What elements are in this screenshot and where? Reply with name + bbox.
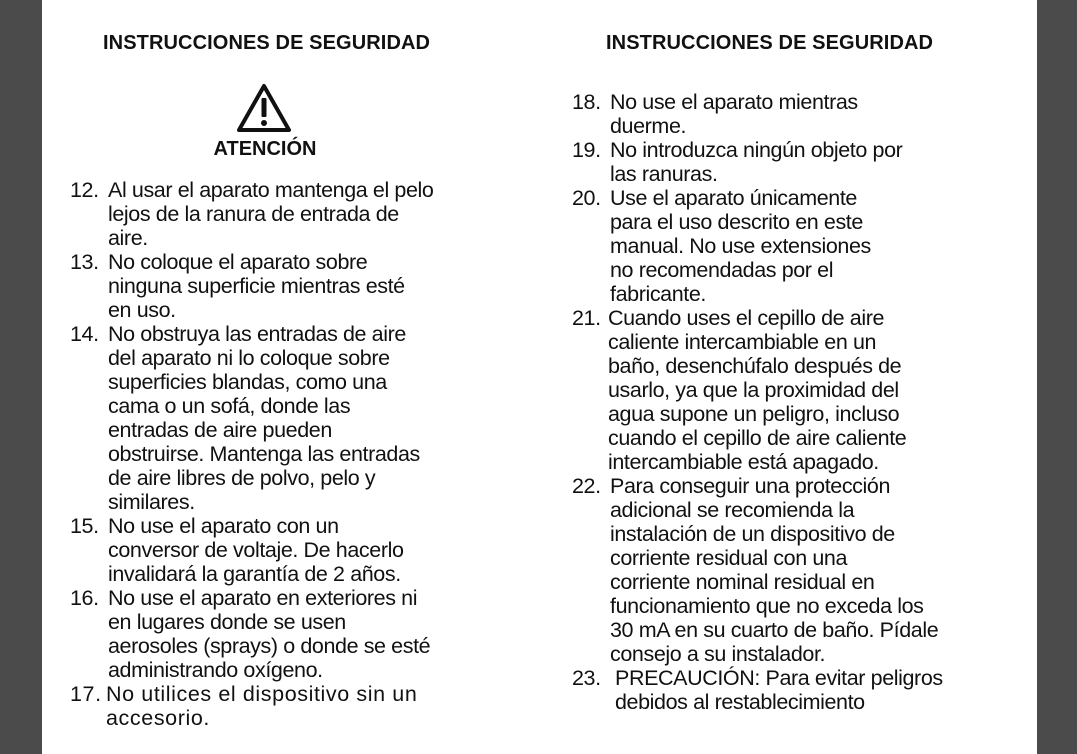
item-number: 15. xyxy=(70,514,99,538)
item-line: accesorio. xyxy=(106,706,210,730)
item-line: aire. xyxy=(108,226,148,250)
item-line: usarlo, ya que la proximidad del xyxy=(608,378,899,402)
item-line: entradas de aire pueden xyxy=(108,418,332,442)
item-line: corriente residual con una xyxy=(610,546,847,570)
item-line: obstruirse. Mantenga las entradas xyxy=(108,442,420,466)
item-number: 18. xyxy=(572,90,601,114)
item-line: Use el aparato únicamente xyxy=(610,186,857,210)
item-number: 16. xyxy=(70,586,99,610)
list-item xyxy=(572,90,1032,138)
list-item xyxy=(572,186,1032,306)
item-line: Para conseguir una protección xyxy=(610,474,891,498)
item-line: Cuando uses el cepillo de aire xyxy=(608,306,885,330)
item-line: No coloque el aparato sobre xyxy=(108,250,368,274)
item-line: baño, desenchúfalo después de xyxy=(608,354,902,378)
warning-triangle-icon xyxy=(230,82,298,134)
item-line: Al usar el aparato mantenga el pelo xyxy=(108,178,434,202)
item-line: debidos al restablecimiento xyxy=(615,690,865,714)
item-line: funcionamiento que no exceda los xyxy=(610,594,924,618)
list-item xyxy=(572,306,1032,474)
list-item xyxy=(70,322,530,514)
item-line: PRECAUCIÓN: Para evitar peligros xyxy=(615,666,943,690)
item-line: agua supone un peligro, incluso xyxy=(608,402,900,426)
item-number: 23. xyxy=(572,666,601,690)
item-line: No obstruya las entradas de aire xyxy=(108,322,406,346)
document-page xyxy=(42,0,1037,754)
item-number: 17. xyxy=(70,682,102,706)
item-line: intercambiable está apagado. xyxy=(608,450,879,474)
item-line: cama o un sofá, donde las xyxy=(108,394,351,418)
item-number: 21. xyxy=(572,306,601,330)
item-line: cuando el cepillo de aire caliente xyxy=(608,426,907,450)
item-line: corriente nominal residual en xyxy=(610,570,875,594)
list-item xyxy=(70,514,530,586)
item-line: No introduzca ningún objeto por xyxy=(610,138,903,162)
item-line: en uso. xyxy=(108,298,176,322)
list-item xyxy=(70,250,530,322)
list-item xyxy=(572,666,1032,714)
item-line: en lugares donde se usen xyxy=(108,610,346,634)
item-line: manual. No use extensiones xyxy=(610,234,871,258)
item-number: 12. xyxy=(70,178,99,202)
item-line: administrando oxígeno. xyxy=(108,658,323,682)
list-item xyxy=(572,474,1032,666)
list-item xyxy=(572,138,1032,186)
item-number: 20. xyxy=(572,186,601,210)
item-line: no recomendadas por el xyxy=(610,258,834,282)
left-instruction-list xyxy=(70,178,530,730)
item-line: lejos de la ranura de entrada de xyxy=(108,202,399,226)
item-line: instalación de un dispositivo de xyxy=(610,522,895,546)
right-instruction-list xyxy=(572,90,1032,714)
item-line: consejo a su instalador. xyxy=(610,642,826,666)
warning-label: ATENCIÓN xyxy=(213,138,317,160)
item-line: ninguna superficie mientras esté xyxy=(108,274,405,298)
item-number: 22. xyxy=(572,474,601,498)
item-line: superficies blandas, como una xyxy=(108,370,387,394)
left-section-title: INSTRUCCIONES DE SEGURIDAD xyxy=(103,32,431,54)
item-number: 13. xyxy=(70,250,99,274)
item-line: para el uso descrito en este xyxy=(610,210,863,234)
item-line: similares. xyxy=(108,490,195,514)
list-item xyxy=(70,178,530,250)
item-number: 14. xyxy=(70,322,99,346)
right-section-title: INSTRUCCIONES DE SEGURIDAD xyxy=(606,32,934,54)
item-line: No use el aparato en exteriores ni xyxy=(108,586,418,610)
list-item xyxy=(70,682,530,730)
item-line: de aire libres de polvo, pelo y xyxy=(108,466,376,490)
item-number: 19. xyxy=(572,138,601,162)
item-line: aerosoles (sprays) o donde se esté xyxy=(108,634,431,658)
item-line: caliente intercambiable en un xyxy=(608,330,877,354)
item-line: invalidará la garantía de 2 años. xyxy=(108,562,401,586)
item-line: duerme. xyxy=(610,114,687,138)
item-line: No use el aparato mientras xyxy=(610,90,858,114)
item-line: fabricante. xyxy=(610,282,706,306)
item-line: No utilices el dispositivo sin un xyxy=(106,682,418,706)
list-item xyxy=(70,586,530,682)
item-line: conversor de voltaje. De hacerlo xyxy=(108,538,404,562)
item-line: 30 mA en su cuarto de baño. Pídale xyxy=(610,618,939,642)
item-line: del aparato ni lo coloque sobre xyxy=(108,346,390,370)
item-line: adicional se recomienda la xyxy=(610,498,855,522)
item-line: No use el aparato con un xyxy=(108,514,339,538)
item-line: las ranuras. xyxy=(610,162,718,186)
